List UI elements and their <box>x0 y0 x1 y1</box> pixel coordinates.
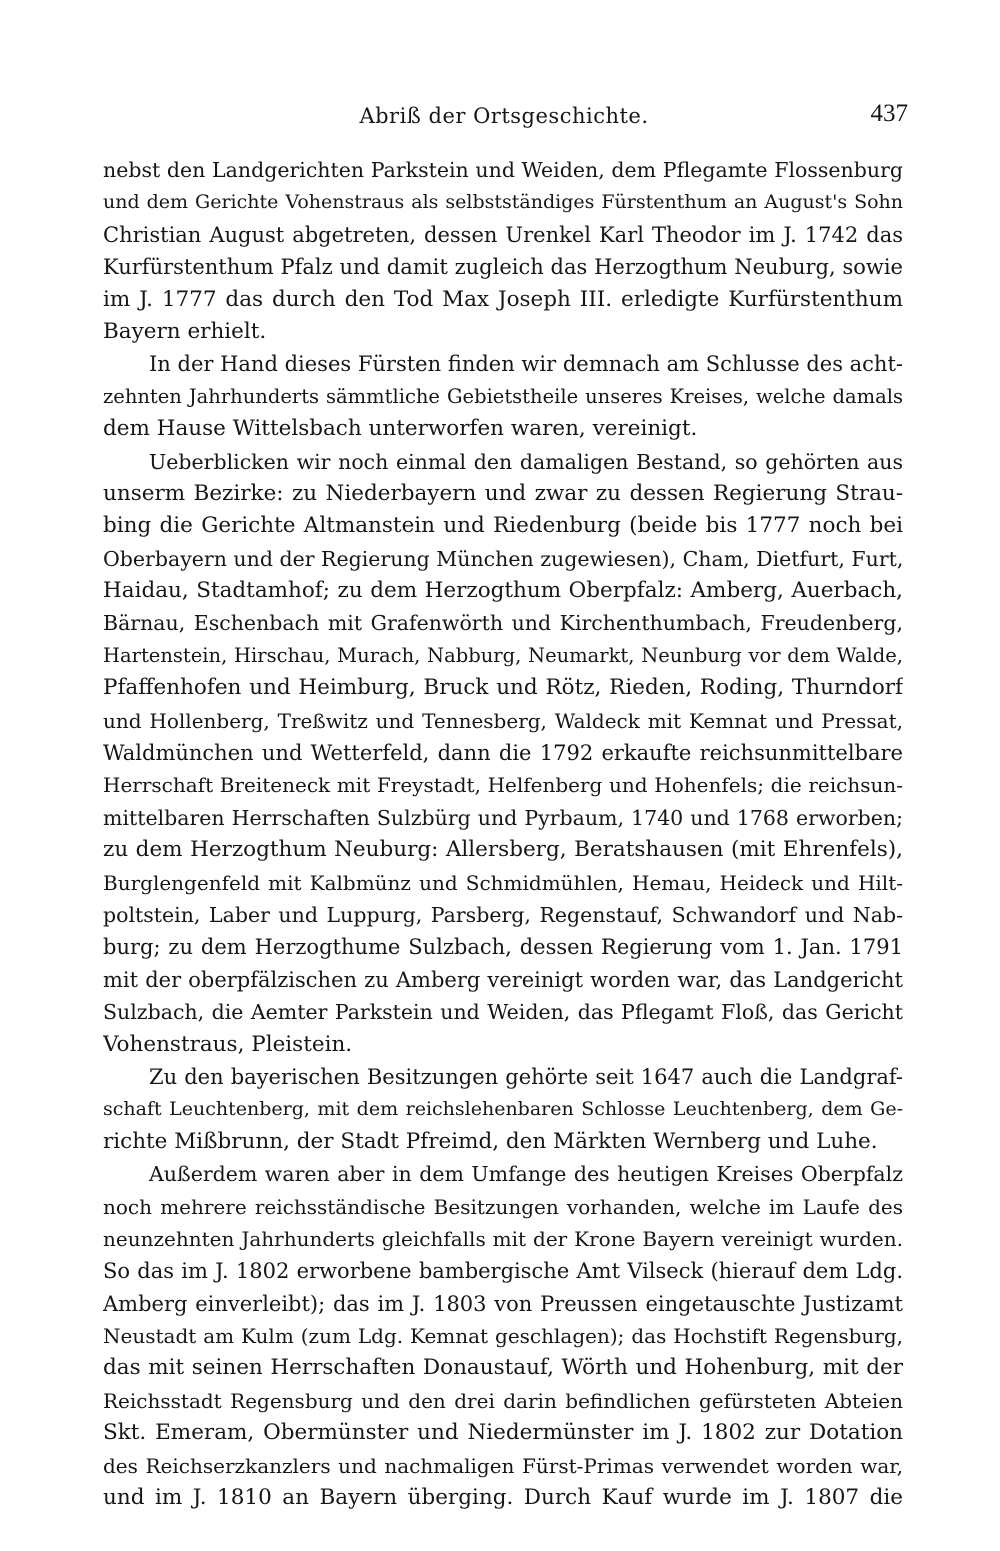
text-line: Haidau, Stadtamhof; zu dem Herzogthum Oberpfalz: Amberg, Auerbach, <box>103 578 903 604</box>
page-number: 437 <box>870 100 908 127</box>
text-line: Ueberblicken wir noch einmal den damaligen Bestand, so gehörten aus <box>149 449 903 474</box>
text-line: nebst den Landgerichten Parkstein und Weiden, dem Pflegamte Flossenburg <box>103 158 903 182</box>
text-line: Bärnau, Eschenbach mit Grafenwörth und Kirchenthumbach, Freudenberg, <box>103 611 903 636</box>
text-line: Skt. Emeram, Obermünster und Niedermünster im J. 1802 zur Dotation <box>103 1420 903 1446</box>
paragraph <box>103 1158 903 1514</box>
text-line: zu dem Herzogthum Neuburg: Allersberg, Beratshausen (mit Ehrenfels), <box>103 837 903 863</box>
body-text <box>103 154 903 1514</box>
text-line: mit der oberpfälzischen zu Amberg vereinigt worden war, das Landgericht <box>103 967 903 992</box>
text-line: poltstein, Laber und Luppurg, Parsberg, Regenstauf, Schwandorf und Nab- <box>103 902 903 927</box>
text-line: Amberg einverleibt); das im J. 1803 von Preussen eingetauschte Justizamt <box>103 1291 903 1316</box>
text-line: So das im J. 1802 erworbene bambergische Amt Vilseck (hierauf dem Ldg. <box>103 1259 903 1284</box>
text-line: dem Hause Wittelsbach unterworfen waren, vereinigt. <box>103 416 698 442</box>
text-line: Christian August abgetreten, dessen Urenkel Karl Theodor im J. 1742 das <box>103 222 903 247</box>
text-line: und im J. 1810 an Bayern überging. Durch Kauf wurde im J. 1807 die <box>103 1485 903 1511</box>
text-line: schaft Leuchtenberg, mit dem reichslehenbaren Schlosse Leuchtenberg, dem Ge- <box>103 1098 903 1121</box>
text-line: Pfaffenhofen und Heimburg, Bruck und Rötz, Rieden, Roding, Thurndorf <box>103 675 903 701</box>
text-line: Waldmünchen und Wetterfeld, dann die 1792 erkaufte reichsunmittelbare <box>103 741 903 766</box>
text-line: Neustadt am Kulm (zum Ldg. Kemnat geschlagen); das Hochstift Regensburg, <box>103 1324 903 1349</box>
text-line: und dem Gerichte Vohenstraus als selbstständiges Fürstenthum an August's Sohn <box>103 191 903 214</box>
text-line: Außerdem waren aber in dem Umfange des heutigen Kreises Oberpfalz <box>149 1162 903 1187</box>
text-line: mittelbaren Herrschaften Sulzbürg und Pyrbaum, 1740 und 1768 erworben; <box>103 805 903 830</box>
text-line: richte Mißbrunn, der Stadt Pfreimd, den Märkten Wernberg und Luhe. <box>103 1128 878 1154</box>
text-line: des Reichserzkanzlers und nachmaligen Fürst-Primas verwendet worden war, <box>103 1453 903 1478</box>
running-head <box>100 96 908 136</box>
text-line: burg; zu dem Herzogthume Sulzbach, dessen Regierung vom 1. Jan. 1791 <box>103 935 903 960</box>
text-line: Reichsstadt Regensburg und den drei darin befindlichen gefürsteten Abteien <box>103 1388 903 1413</box>
running-title: Abriß der Ortsgeschichte. <box>359 104 649 128</box>
paragraph <box>103 154 903 348</box>
text-line: Sulzbach, die Aemter Parkstein und Weiden, das Pflegamt Floß, das Gericht <box>103 1000 903 1025</box>
text-line: Hartenstein, Hirschau, Murach, Nabburg, Neumarkt, Neunburg vor dem Walde, <box>103 643 903 667</box>
text-line: Kurfürstenthum Pfalz und damit zugleich das Herzogthum Neuburg, sowie <box>103 255 903 280</box>
text-line: Herrschaft Breiteneck mit Freystadt, Helfenberg und Hohenfels; die reichsun- <box>103 773 903 798</box>
paragraph <box>103 1061 903 1158</box>
paragraph <box>103 348 903 445</box>
text-line: im J. 1777 das durch den Tod Max Joseph III. erledigte Kurfürstenthum <box>103 286 903 312</box>
text-line: bing die Gerichte Altmanstein und Riedenburg (beide bis 1777 noch bei <box>103 513 903 539</box>
text-line: und Hollenberg, Treßwitz und Tennesberg, Waldeck mit Kemnat und Pressat, <box>103 708 903 733</box>
text-line: Vohenstraus, Pleistein. <box>103 1031 353 1057</box>
text-line: zehnten Jahrhunderts sämmtliche Gebietstheile unseres Kreises, welche damals <box>103 384 903 408</box>
text-line: Burglengenfeld mit Kalbmünz und Schmidmühlen, Hemau, Heideck und Hilt- <box>103 870 903 895</box>
text-line: Oberbayern und der Regierung München zugewiesen), Cham, Dietfurt, Furt, <box>103 546 903 571</box>
text-line: In der Hand dieses Fürsten finden wir demnach am Schlusse des acht- <box>149 352 903 377</box>
text-line: das mit seinen Herrschaften Donaustauf, Wörth und Hohenburg, mit der <box>103 1355 903 1381</box>
text-line: noch mehrere reichsständische Besitzungen vorhanden, welche im Laufe des <box>103 1194 903 1219</box>
paragraph <box>103 446 903 1061</box>
text-line: Zu den bayerischen Besitzungen gehörte seit 1647 auch die Landgraf- <box>149 1064 903 1089</box>
text-line: Bayern erhielt. <box>103 318 267 344</box>
text-line: unserm Bezirke: zu Niederbayern und zwar zu dessen Regierung Strau- <box>103 480 903 506</box>
text-line: neunzehnten Jahrhunderts gleichfalls mit der Krone Bayern vereinigt wurden. <box>103 1226 903 1251</box>
